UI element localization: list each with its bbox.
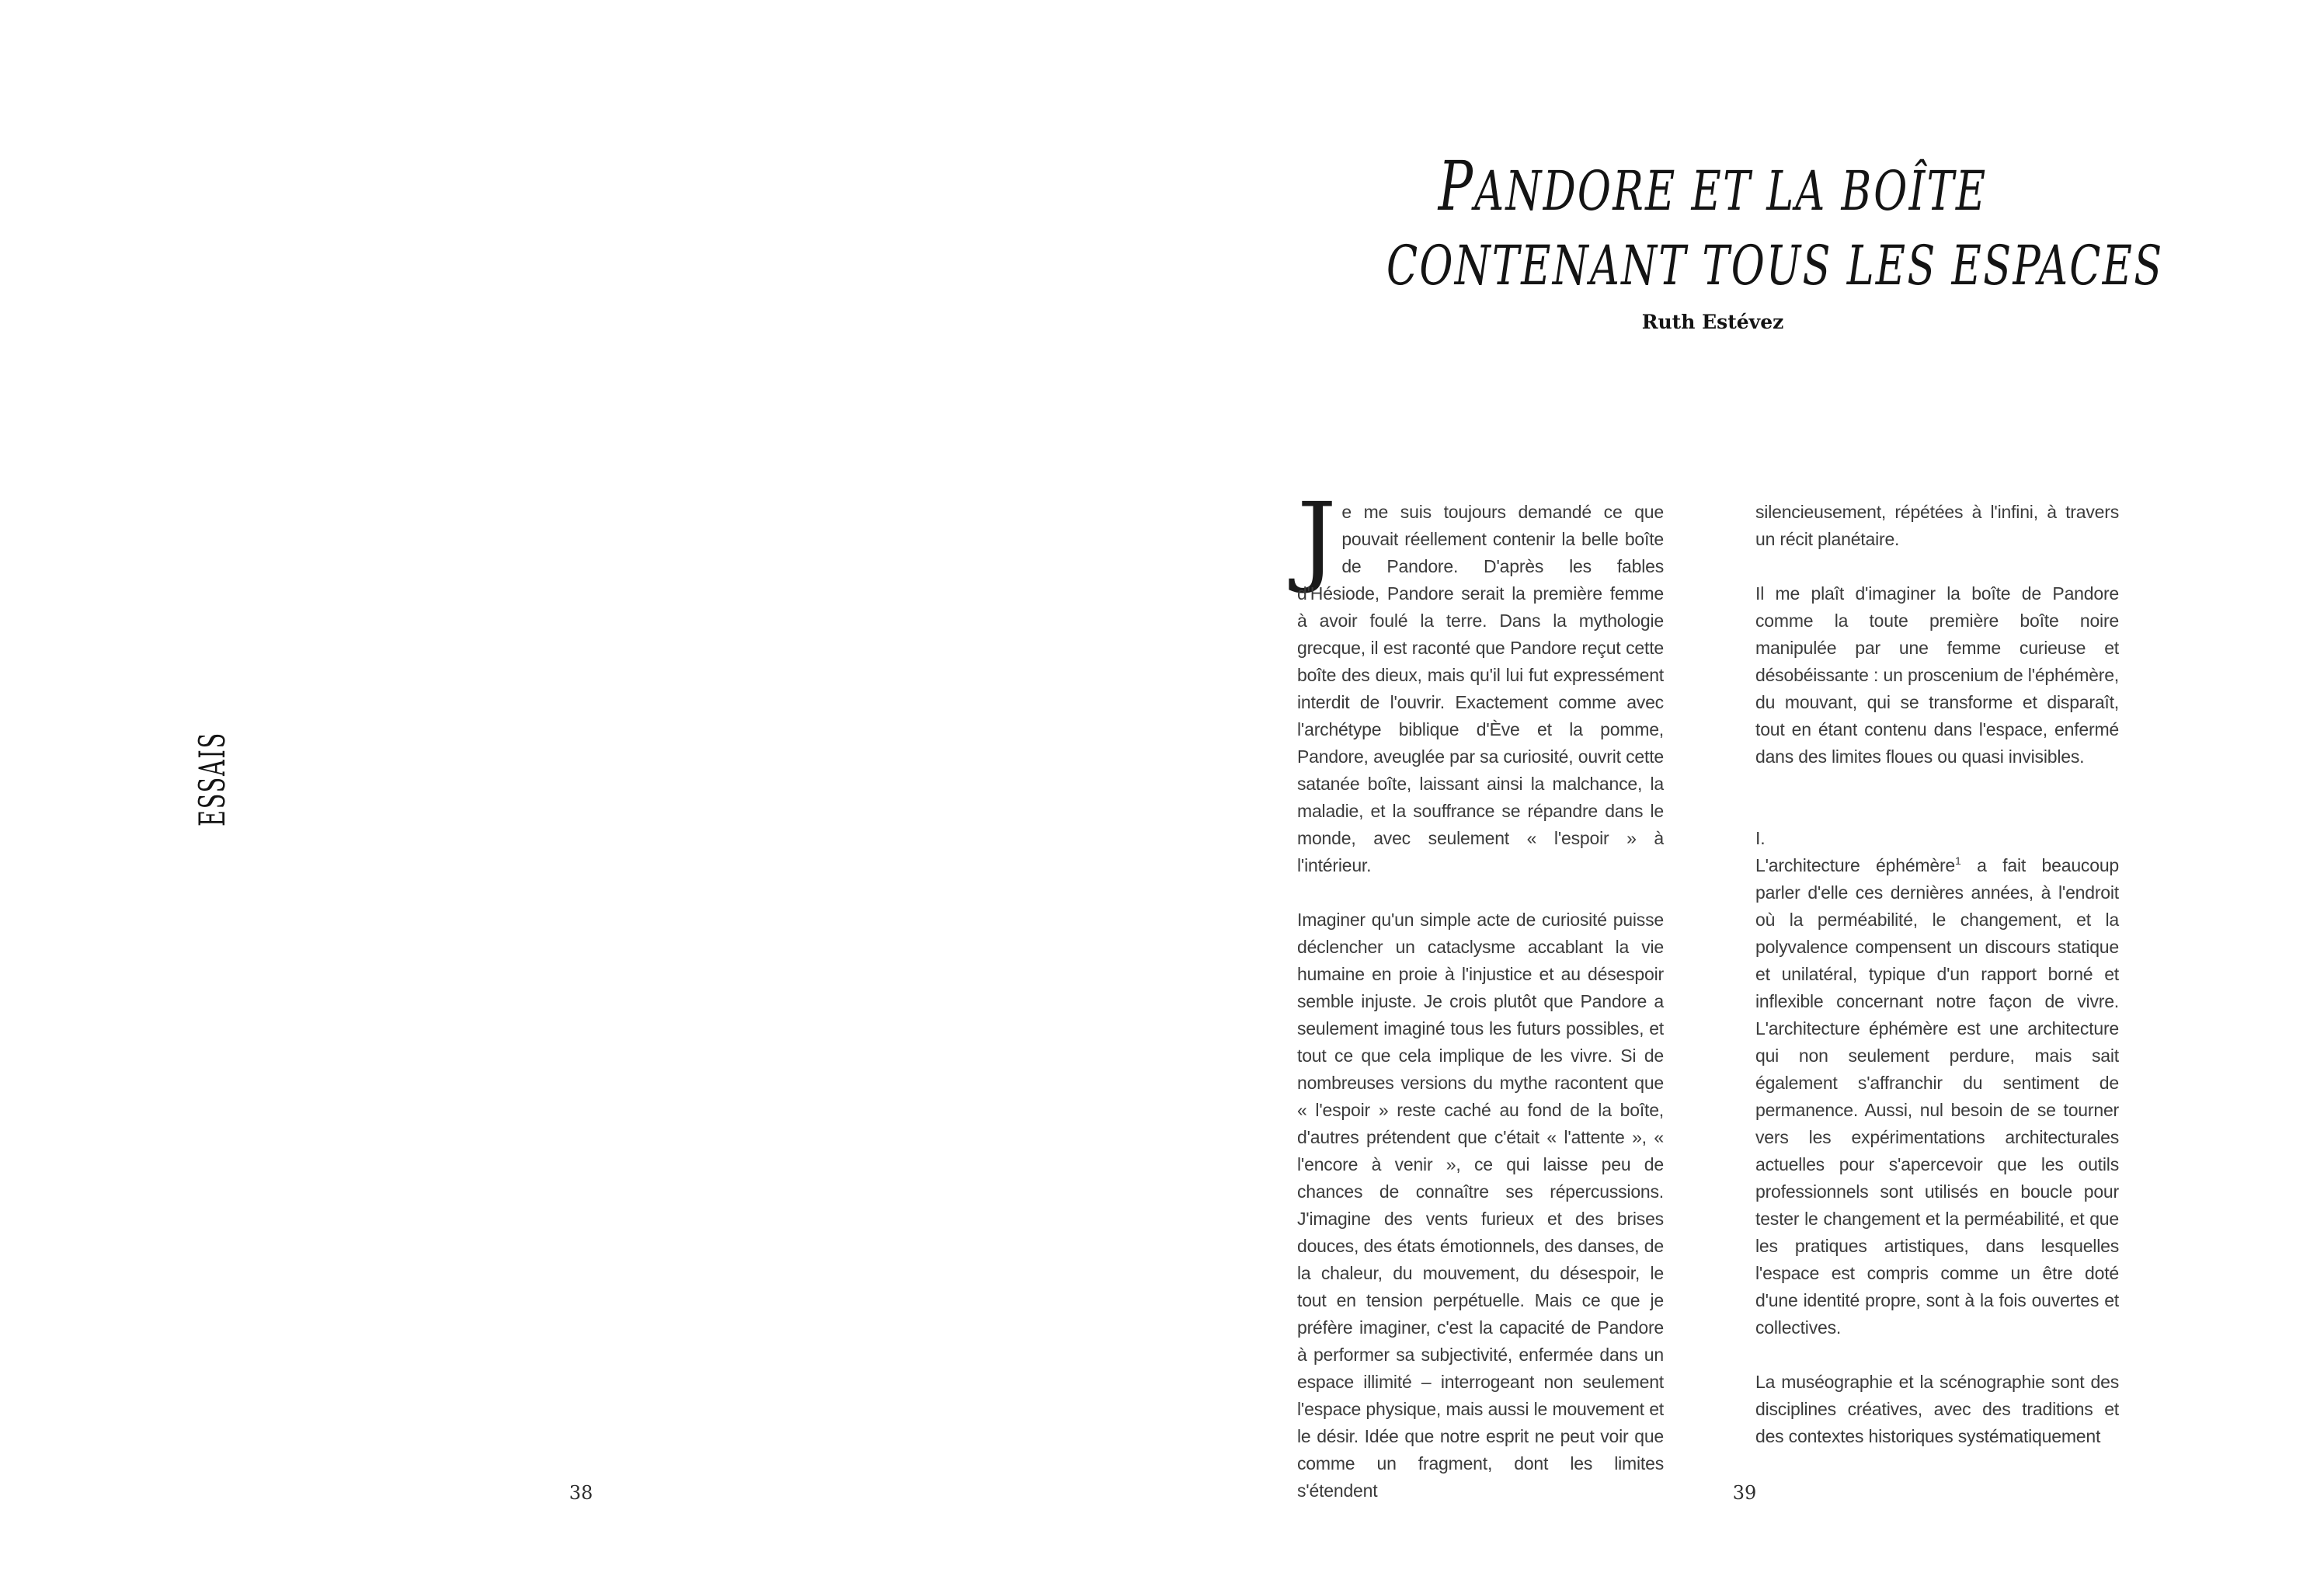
page-number-left: 38 — [569, 1482, 593, 1504]
article-title — [1278, 146, 2164, 303]
paragraph-5: La muséographie et la scénographie sont des disciplines créatives, avec des traditions et des contextes historiques systématiquement — [1755, 1372, 2119, 1446]
paragraph-1 — [1297, 482, 1664, 879]
page-right — [1162, 0, 2324, 1590]
section-label-vertical: ESSAIS — [191, 732, 233, 826]
paragraph-4 — [1755, 852, 2119, 1341]
title-line1-text: ANDORE ET LA BOÎTE — [1474, 159, 1988, 223]
title-line-1 — [1386, 146, 2039, 228]
paragraph-4-before-note: L'architecture éphémère — [1755, 855, 1956, 875]
section-number: I. — [1755, 828, 1766, 848]
footnote-marker: 1 — [1955, 854, 1961, 867]
paragraph-2: Imaginer qu'un simple acte de curiosité puisse déclencher un cataclysme accablant la vie humaine en proie à l'injustice et au désespoir semble injuste. Je crois plutôt que Pandore a seulement imaginé tous les futurs possibles, et tout ce que cela implique de les vivre. Si de nombreuses versions du mythe racontent que « l'espoir » reste caché au fond de la boîte, d'autres prétendent que c'était « l'attente », « l'encore à venir », ce qui laisse peu de chances de connaître ses répercussions. J'imagine des vents furieux et des brises douces, des états émotionnels, des danses, de la chaleur, du mouvement, du désespoir, le tout en tension perpétuelle. Mais ce que je préfère imaginer, c'est la capacité de Pandore à performer sa subjectivité, enfermée dans un espace illimité – interrogeant non seulement l'espace physique, mais aussi le mouvement et le désir. Idée que notre esprit ne peut voir que comme un fragment, dont les limites s'étendent — [1297, 910, 1664, 1501]
title-line-2: CONTENANT TOUS LES ESPACES — [1386, 234, 2164, 297]
article-header — [1278, 146, 2164, 333]
text-column-1 — [1297, 482, 1664, 1505]
title-initial-cap: P — [1438, 146, 1475, 226]
paragraph-2-continuation: silencieusement, répétées à l'infini, à travers un récit planétaire. — [1755, 502, 2119, 549]
paragraph-3: Il me plaît d'imaginer la boîte de Pandore comme la toute première boîte noire manipulée par une femme curieuse et désobéissante : un proscenium de l'éphémère, du mouvant, qui se transforme et disparaît, tout en étant contenu dans l'espace, enfermé dans des limites floues ou quasi invisibles. — [1755, 583, 2119, 767]
paragraph-1-text: e me suis toujours demandé ce que pouvait réellement contenir la belle boîte de Pandore. D'après les fables d'Hésiode, Pandore serait la première femme à avoir foulé la terre. Dans la mythologie grecque, il est raconté que Pandore reçut cette boîte des dieux, mais qu'il lui fut expressément interdit de l'ouvrir. Exactement comme avec l'archétype biblique d'Ève et la pomme, Pandore, aveuglée par sa curiosité, ouvrit cette satanée boîte, laissant ainsi la malchance, la maladie, et la souffrance se répandre dans le monde, avec seulement « l'espoir » à l'intérieur. — [1297, 502, 1664, 875]
page-number-right: 39 — [1732, 1482, 1757, 1504]
author-name: Ruth Estévez — [1641, 311, 1784, 333]
paragraph-4-after-note: a fait beaucoup parler d'elle ces dernières années, à l'endroit où la perméabilité, le changement, et la polyvalence compensent un discours statique et unilatéral, typique d'un rapport borné et inflexible concernant notre façon de vivre. L'architecture éphémère est une architecture qui non seulement perdure, mais sait également s'affranchir du sentiment de permanence. Aussi, nul besoin de se tourner vers les expérimentations architecturales actuelles pour s'apercevoir que les outils professionnels sont utilisés en boucle pour tester le changement et la perméabilité, et que les pratiques artistiques, dans lesquelles l'espace est compris comme un être doté d'une identité propre, sont à la fois ouvertes et collectives. — [1755, 855, 2119, 1338]
text-column-2 — [1755, 499, 2119, 1450]
drop-cap: J — [1297, 482, 1337, 596]
